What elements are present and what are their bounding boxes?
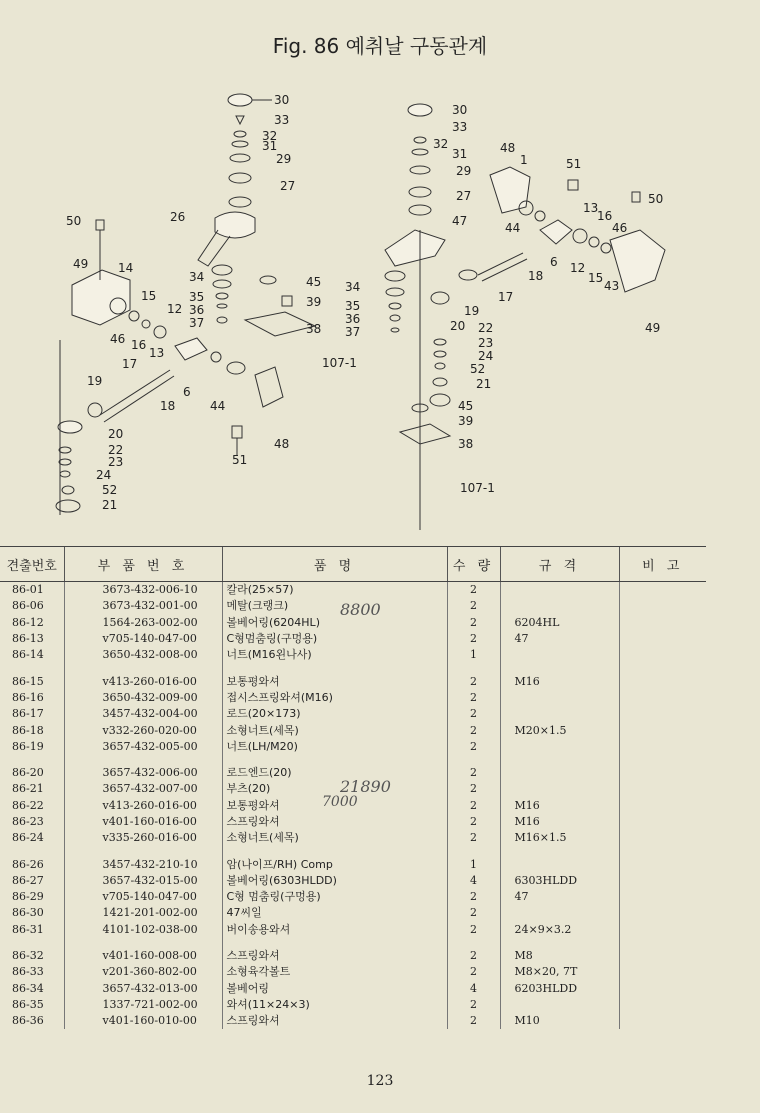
svg-text:33: 33 xyxy=(452,120,468,134)
quantity-cell: 4 xyxy=(447,873,500,889)
part-name-cell: 볼베어링 xyxy=(222,981,447,997)
part-no-cell: v335-260-016-00 xyxy=(64,830,222,846)
group-spacer xyxy=(0,938,706,948)
remarks-cell xyxy=(619,798,706,814)
svg-text:31: 31 xyxy=(452,147,468,161)
spec-cell xyxy=(500,997,619,1013)
quantity-cell: 2 xyxy=(447,948,500,964)
remarks-cell xyxy=(619,631,706,647)
part-name-cell: C형멈춤링(구멍용) xyxy=(222,631,447,647)
spec-cell xyxy=(500,706,619,722)
svg-text:15: 15 xyxy=(588,271,604,285)
svg-text:30: 30 xyxy=(274,93,290,107)
svg-text:39: 39 xyxy=(458,414,474,428)
svg-text:15: 15 xyxy=(141,289,157,303)
quantity-cell: 2 xyxy=(447,922,500,938)
table-row xyxy=(0,690,706,706)
svg-text:13: 13 xyxy=(149,346,165,360)
ref-no-cell: 86-31 xyxy=(12,922,44,936)
part-no-cell: 3457-432-004-00 xyxy=(64,706,222,722)
part-name-cell: 보통평와셔 xyxy=(222,798,447,814)
remarks-cell xyxy=(619,765,706,781)
table-row xyxy=(0,922,706,938)
spacer-cell xyxy=(222,755,447,765)
svg-text:21: 21 xyxy=(102,498,118,512)
part-no-cell: v705-140-047-00 xyxy=(64,889,222,905)
spacer-cell xyxy=(447,938,500,948)
svg-text:45: 45 xyxy=(458,399,474,413)
ref-no-cell: 86-19 xyxy=(12,739,44,753)
part-name-cell: 너트(LH/M20) xyxy=(222,739,447,755)
part-no-cell: v401-160-016-00 xyxy=(64,814,222,830)
svg-text:22: 22 xyxy=(108,443,124,457)
spacer-cell xyxy=(500,663,619,673)
svg-text:35: 35 xyxy=(189,290,205,304)
svg-text:26: 26 xyxy=(170,210,186,224)
table-row xyxy=(0,856,706,872)
svg-text:107-1: 107-1 xyxy=(460,481,495,495)
remarks-cell xyxy=(619,781,706,797)
handwritten-note: 7000 xyxy=(322,794,358,810)
table-row xyxy=(0,739,706,755)
spec-cell xyxy=(500,647,619,663)
spacer-cell xyxy=(500,846,619,856)
spacer-cell xyxy=(222,663,447,673)
part-no-cell: 3657-432-007-00 xyxy=(64,781,222,797)
header-remarks: 비 고 xyxy=(619,547,706,582)
spec-cell: M10 xyxy=(500,1013,619,1029)
svg-text:23: 23 xyxy=(108,455,124,469)
part-name-cell: 볼베어링(6303HLDD) xyxy=(222,873,447,889)
table-row xyxy=(0,814,706,830)
ref-no-cell: 86-35 xyxy=(12,997,44,1011)
svg-text:31: 31 xyxy=(262,139,278,153)
ref-no-cell: 86-17 xyxy=(12,707,44,721)
svg-text:16: 16 xyxy=(131,338,147,352)
svg-text:46: 46 xyxy=(110,332,126,346)
ref-no-cell: 86-27 xyxy=(12,873,44,887)
part-no-cell: 1421-201-002-00 xyxy=(64,905,222,921)
svg-text:50: 50 xyxy=(648,192,664,206)
quantity-cell: 2 xyxy=(447,781,500,797)
spec-cell: M20×1.5 xyxy=(500,722,619,738)
part-name-cell: 보통평와셔 xyxy=(222,673,447,689)
part-no-cell: 1564-263-002-00 xyxy=(64,615,222,631)
part-name-cell: 메탈(크랭크) xyxy=(222,598,447,614)
spec-cell xyxy=(500,582,619,599)
group-spacer xyxy=(0,755,706,765)
part-no-cell: 3650-432-009-00 xyxy=(64,690,222,706)
quantity-cell: 2 xyxy=(447,598,500,614)
svg-text:14: 14 xyxy=(118,261,134,275)
part-no-cell: 3657-432-006-00 xyxy=(64,765,222,781)
spec-cell xyxy=(500,781,619,797)
ref-no-cell: 86-29 xyxy=(12,890,44,904)
part-name-cell: 47씨일 xyxy=(222,905,447,921)
handwritten-note: 8800 xyxy=(340,600,381,619)
header-part-name: 품 명 xyxy=(222,547,447,582)
spacer-cell xyxy=(0,755,64,765)
svg-text:17: 17 xyxy=(122,357,138,371)
ref-no-cell: 86-30 xyxy=(12,906,44,920)
table-row xyxy=(0,1013,706,1029)
quantity-cell: 2 xyxy=(447,582,500,599)
part-no-cell: 3673-432-006-10 xyxy=(64,582,222,599)
table-row xyxy=(0,889,706,905)
part-name-cell: 칼라(25×57) xyxy=(222,582,447,599)
part-no-cell: v401-160-008-00 xyxy=(64,948,222,964)
remarks-cell xyxy=(619,889,706,905)
part-no-cell: 3657-432-013-00 xyxy=(64,981,222,997)
svg-text:1: 1 xyxy=(520,153,528,167)
quantity-cell: 2 xyxy=(447,905,500,921)
header-quantity: 수 량 xyxy=(447,547,500,582)
svg-text:38: 38 xyxy=(306,322,322,336)
table-row xyxy=(0,673,706,689)
part-name-cell: 너트(M16왼나사) xyxy=(222,647,447,663)
quantity-cell: 2 xyxy=(447,1013,500,1029)
spacer-cell xyxy=(500,755,619,765)
header-ref-no: 견출번호 xyxy=(0,547,64,582)
svg-text:50: 50 xyxy=(66,214,82,228)
svg-text:19: 19 xyxy=(464,304,480,318)
spacer-cell xyxy=(0,846,64,856)
part-no-cell: v332-260-020-00 xyxy=(64,722,222,738)
spacer-cell xyxy=(500,938,619,948)
spacer-cell xyxy=(0,938,64,948)
quantity-cell: 1 xyxy=(447,647,500,663)
svg-text:38: 38 xyxy=(458,437,474,451)
spacer-cell xyxy=(64,663,222,673)
svg-text:18: 18 xyxy=(160,399,176,413)
ref-no-cell: 86-18 xyxy=(12,723,44,737)
table-row xyxy=(0,706,706,722)
remarks-cell xyxy=(619,647,706,663)
ref-no-cell: 86-15 xyxy=(12,674,44,688)
svg-text:107-1: 107-1 xyxy=(322,356,357,370)
spacer-cell xyxy=(64,755,222,765)
ref-no-cell: 86-22 xyxy=(12,798,44,812)
spacer-cell xyxy=(619,846,706,856)
part-name-cell: 소형육각볼트 xyxy=(222,964,447,980)
spec-cell xyxy=(500,765,619,781)
ref-no-cell: 86-20 xyxy=(12,766,44,780)
remarks-cell xyxy=(619,582,706,599)
svg-text:20: 20 xyxy=(108,427,124,441)
remarks-cell xyxy=(619,814,706,830)
svg-text:12: 12 xyxy=(570,261,586,275)
table-header-row xyxy=(0,547,706,582)
part-no-cell: v413-260-016-00 xyxy=(64,673,222,689)
remarks-cell xyxy=(619,997,706,1013)
spec-cell xyxy=(500,739,619,755)
remarks-cell xyxy=(619,722,706,738)
svg-text:51: 51 xyxy=(232,453,248,467)
svg-text:34: 34 xyxy=(189,270,205,284)
part-name-cell: 와셔(11×24×3) xyxy=(222,997,447,1013)
part-no-cell: v705-140-047-00 xyxy=(64,631,222,647)
spec-cell: 6203HLDD xyxy=(500,981,619,997)
svg-text:27: 27 xyxy=(280,179,296,193)
remarks-cell xyxy=(619,706,706,722)
header-spec: 규 격 xyxy=(500,547,619,582)
ref-no-cell: 86-01 xyxy=(12,583,44,597)
svg-text:24: 24 xyxy=(96,468,112,482)
remarks-cell xyxy=(619,948,706,964)
part-no-cell: v413-260-016-00 xyxy=(64,798,222,814)
quantity-cell: 2 xyxy=(447,722,500,738)
part-no-cell: 4101-102-038-00 xyxy=(64,922,222,938)
spacer-cell xyxy=(222,846,447,856)
ref-no-cell: 86-26 xyxy=(12,857,44,871)
remarks-cell xyxy=(619,922,706,938)
svg-text:45: 45 xyxy=(306,275,322,289)
remarks-cell xyxy=(619,964,706,980)
svg-text:36: 36 xyxy=(345,312,361,326)
svg-text:51: 51 xyxy=(566,157,582,171)
spec-cell: 47 xyxy=(500,631,619,647)
spec-cell xyxy=(500,905,619,921)
svg-text:29: 29 xyxy=(456,164,472,178)
part-name-cell: 스프링와셔 xyxy=(222,814,447,830)
part-no-cell: 1337-721-002-00 xyxy=(64,997,222,1013)
part-no-cell: 3657-432-015-00 xyxy=(64,873,222,889)
svg-text:19: 19 xyxy=(87,374,103,388)
quantity-cell: 2 xyxy=(447,964,500,980)
part-name-cell: 볼베어링(6204HL) xyxy=(222,615,447,631)
spec-cell: 47 xyxy=(500,889,619,905)
svg-text:27: 27 xyxy=(456,189,472,203)
spec-cell: 6303HLDD xyxy=(500,873,619,889)
ref-no-cell: 86-33 xyxy=(12,965,44,979)
quantity-cell: 2 xyxy=(447,814,500,830)
spec-cell: M8 xyxy=(500,948,619,964)
quantity-cell: 2 xyxy=(447,830,500,846)
ref-no-cell: 86-16 xyxy=(12,690,44,704)
spec-cell: M16 xyxy=(500,798,619,814)
part-no-cell: v401-160-010-00 xyxy=(64,1013,222,1029)
svg-text:37: 37 xyxy=(189,316,205,330)
ref-no-cell: 86-21 xyxy=(12,782,44,796)
ref-no-cell: 86-34 xyxy=(12,981,44,995)
table-row xyxy=(0,873,706,889)
part-no-cell: 3673-432-001-00 xyxy=(64,598,222,614)
spec-cell: 24×9×3.2 xyxy=(500,922,619,938)
ref-no-cell: 86-06 xyxy=(12,599,44,613)
table-row xyxy=(0,647,706,663)
remarks-cell xyxy=(619,598,706,614)
table-row xyxy=(0,905,706,921)
remarks-cell xyxy=(619,905,706,921)
part-name-cell: 스프링와셔 xyxy=(222,1013,447,1029)
svg-text:32: 32 xyxy=(433,137,449,151)
ref-no-cell: 86-24 xyxy=(12,831,44,845)
quantity-cell: 2 xyxy=(447,798,500,814)
svg-text:49: 49 xyxy=(73,257,89,271)
spec-cell xyxy=(500,598,619,614)
table-row xyxy=(0,981,706,997)
svg-text:22: 22 xyxy=(478,321,494,335)
quantity-cell: 1 xyxy=(447,856,500,872)
remarks-cell xyxy=(619,981,706,997)
table-row xyxy=(0,964,706,980)
svg-text:39: 39 xyxy=(306,295,322,309)
remarks-cell xyxy=(619,690,706,706)
spacer-cell xyxy=(619,938,706,948)
svg-text:20: 20 xyxy=(450,319,466,333)
svg-text:52: 52 xyxy=(470,362,486,376)
spec-cell: M8×20, 7T xyxy=(500,964,619,980)
page-number: 123 xyxy=(366,1073,394,1089)
quantity-cell: 4 xyxy=(447,981,500,997)
svg-text:6: 6 xyxy=(550,255,558,269)
part-no-cell: 3457-432-210-10 xyxy=(64,856,222,872)
page-title: Fig. 86 예취날 구동관계 xyxy=(272,34,488,58)
svg-text:30: 30 xyxy=(452,103,468,117)
part-name-cell: 암(나이프/RH) Comp xyxy=(222,856,447,872)
spacer-cell xyxy=(222,938,447,948)
remarks-cell xyxy=(619,673,706,689)
svg-text:16: 16 xyxy=(597,209,613,223)
part-no-cell: 3650-432-008-00 xyxy=(64,647,222,663)
group-spacer xyxy=(0,663,706,673)
spec-cell xyxy=(500,690,619,706)
remarks-cell xyxy=(619,830,706,846)
table-row xyxy=(0,948,706,964)
quantity-cell: 2 xyxy=(447,997,500,1013)
table-row xyxy=(0,722,706,738)
part-name-cell: 소형너트(세목) xyxy=(222,830,447,846)
spacer-cell xyxy=(64,846,222,856)
svg-text:17: 17 xyxy=(498,290,514,304)
svg-text:32: 32 xyxy=(262,129,278,143)
svg-text:34: 34 xyxy=(345,280,361,294)
ref-no-cell: 86-12 xyxy=(12,615,44,629)
group-spacer xyxy=(0,846,706,856)
svg-text:48: 48 xyxy=(274,437,290,451)
svg-text:44: 44 xyxy=(210,399,226,413)
part-name-cell: 로드엔드(20) xyxy=(222,765,447,781)
part-name-cell: 소형너트(세목) xyxy=(222,722,447,738)
spec-cell: M16 xyxy=(500,814,619,830)
svg-text:13: 13 xyxy=(583,201,599,215)
table-row xyxy=(0,631,706,647)
quantity-cell: 2 xyxy=(447,765,500,781)
quantity-cell: 2 xyxy=(447,673,500,689)
part-no-cell: 3657-432-005-00 xyxy=(64,739,222,755)
svg-text:35: 35 xyxy=(345,299,361,313)
remarks-cell xyxy=(619,856,706,872)
spacer-cell xyxy=(447,663,500,673)
quantity-cell: 2 xyxy=(447,631,500,647)
spec-cell: 6204HL xyxy=(500,615,619,631)
handwritten-note: 21890 xyxy=(340,777,391,796)
diagram-callouts xyxy=(66,93,663,512)
spacer-cell xyxy=(447,755,500,765)
part-name-cell: 접시스프링와셔(M16) xyxy=(222,690,447,706)
svg-text:46: 46 xyxy=(612,221,628,235)
table-row xyxy=(0,830,706,846)
svg-text:18: 18 xyxy=(528,269,544,283)
spacer-cell xyxy=(447,846,500,856)
svg-text:37: 37 xyxy=(345,325,361,339)
part-name-cell: 부츠(20) xyxy=(222,781,447,797)
svg-text:49: 49 xyxy=(645,321,661,335)
quantity-cell: 2 xyxy=(447,739,500,755)
svg-text:48: 48 xyxy=(500,141,516,155)
ref-no-cell: 86-14 xyxy=(12,648,44,662)
remarks-cell xyxy=(619,615,706,631)
quantity-cell: 2 xyxy=(447,690,500,706)
svg-text:21: 21 xyxy=(476,377,492,391)
remarks-cell xyxy=(619,1013,706,1029)
quantity-cell: 2 xyxy=(447,889,500,905)
table-row xyxy=(0,582,706,599)
part-name-cell: 로드(20×173) xyxy=(222,706,447,722)
svg-text:47: 47 xyxy=(452,214,468,228)
spec-cell: M16 xyxy=(500,673,619,689)
svg-text:12: 12 xyxy=(167,302,183,316)
spacer-cell xyxy=(0,663,64,673)
spacer-cell xyxy=(64,938,222,948)
svg-text:6: 6 xyxy=(183,385,191,399)
ref-no-cell: 86-36 xyxy=(12,1014,44,1028)
svg-text:52: 52 xyxy=(102,483,118,497)
svg-text:36: 36 xyxy=(189,303,205,317)
spec-cell: M16×1.5 xyxy=(500,830,619,846)
svg-text:23: 23 xyxy=(478,336,494,350)
svg-text:44: 44 xyxy=(505,221,521,235)
exploded-parts-diagram xyxy=(0,70,760,540)
part-name-cell: 스프링와셔 xyxy=(222,948,447,964)
spacer-cell xyxy=(619,663,706,673)
quantity-cell: 2 xyxy=(447,615,500,631)
table-row xyxy=(0,997,706,1013)
part-name-cell: 버이송용와셔 xyxy=(222,922,447,938)
quantity-cell: 2 xyxy=(447,706,500,722)
part-name-cell: C형 멈춤링(구멍용) xyxy=(222,889,447,905)
svg-text:43: 43 xyxy=(604,279,620,293)
ref-no-cell: 86-13 xyxy=(12,632,44,646)
header-part-no: 부 품 번 호 xyxy=(64,547,222,582)
ref-no-cell: 86-32 xyxy=(12,949,44,963)
spacer-cell xyxy=(619,755,706,765)
remarks-cell xyxy=(619,739,706,755)
ref-no-cell: 86-23 xyxy=(12,815,44,828)
svg-text:29: 29 xyxy=(276,152,292,166)
svg-text:24: 24 xyxy=(478,349,494,363)
part-no-cell: v201-360-802-00 xyxy=(64,964,222,980)
svg-text:33: 33 xyxy=(274,113,290,127)
spec-cell xyxy=(500,856,619,872)
remarks-cell xyxy=(619,873,706,889)
